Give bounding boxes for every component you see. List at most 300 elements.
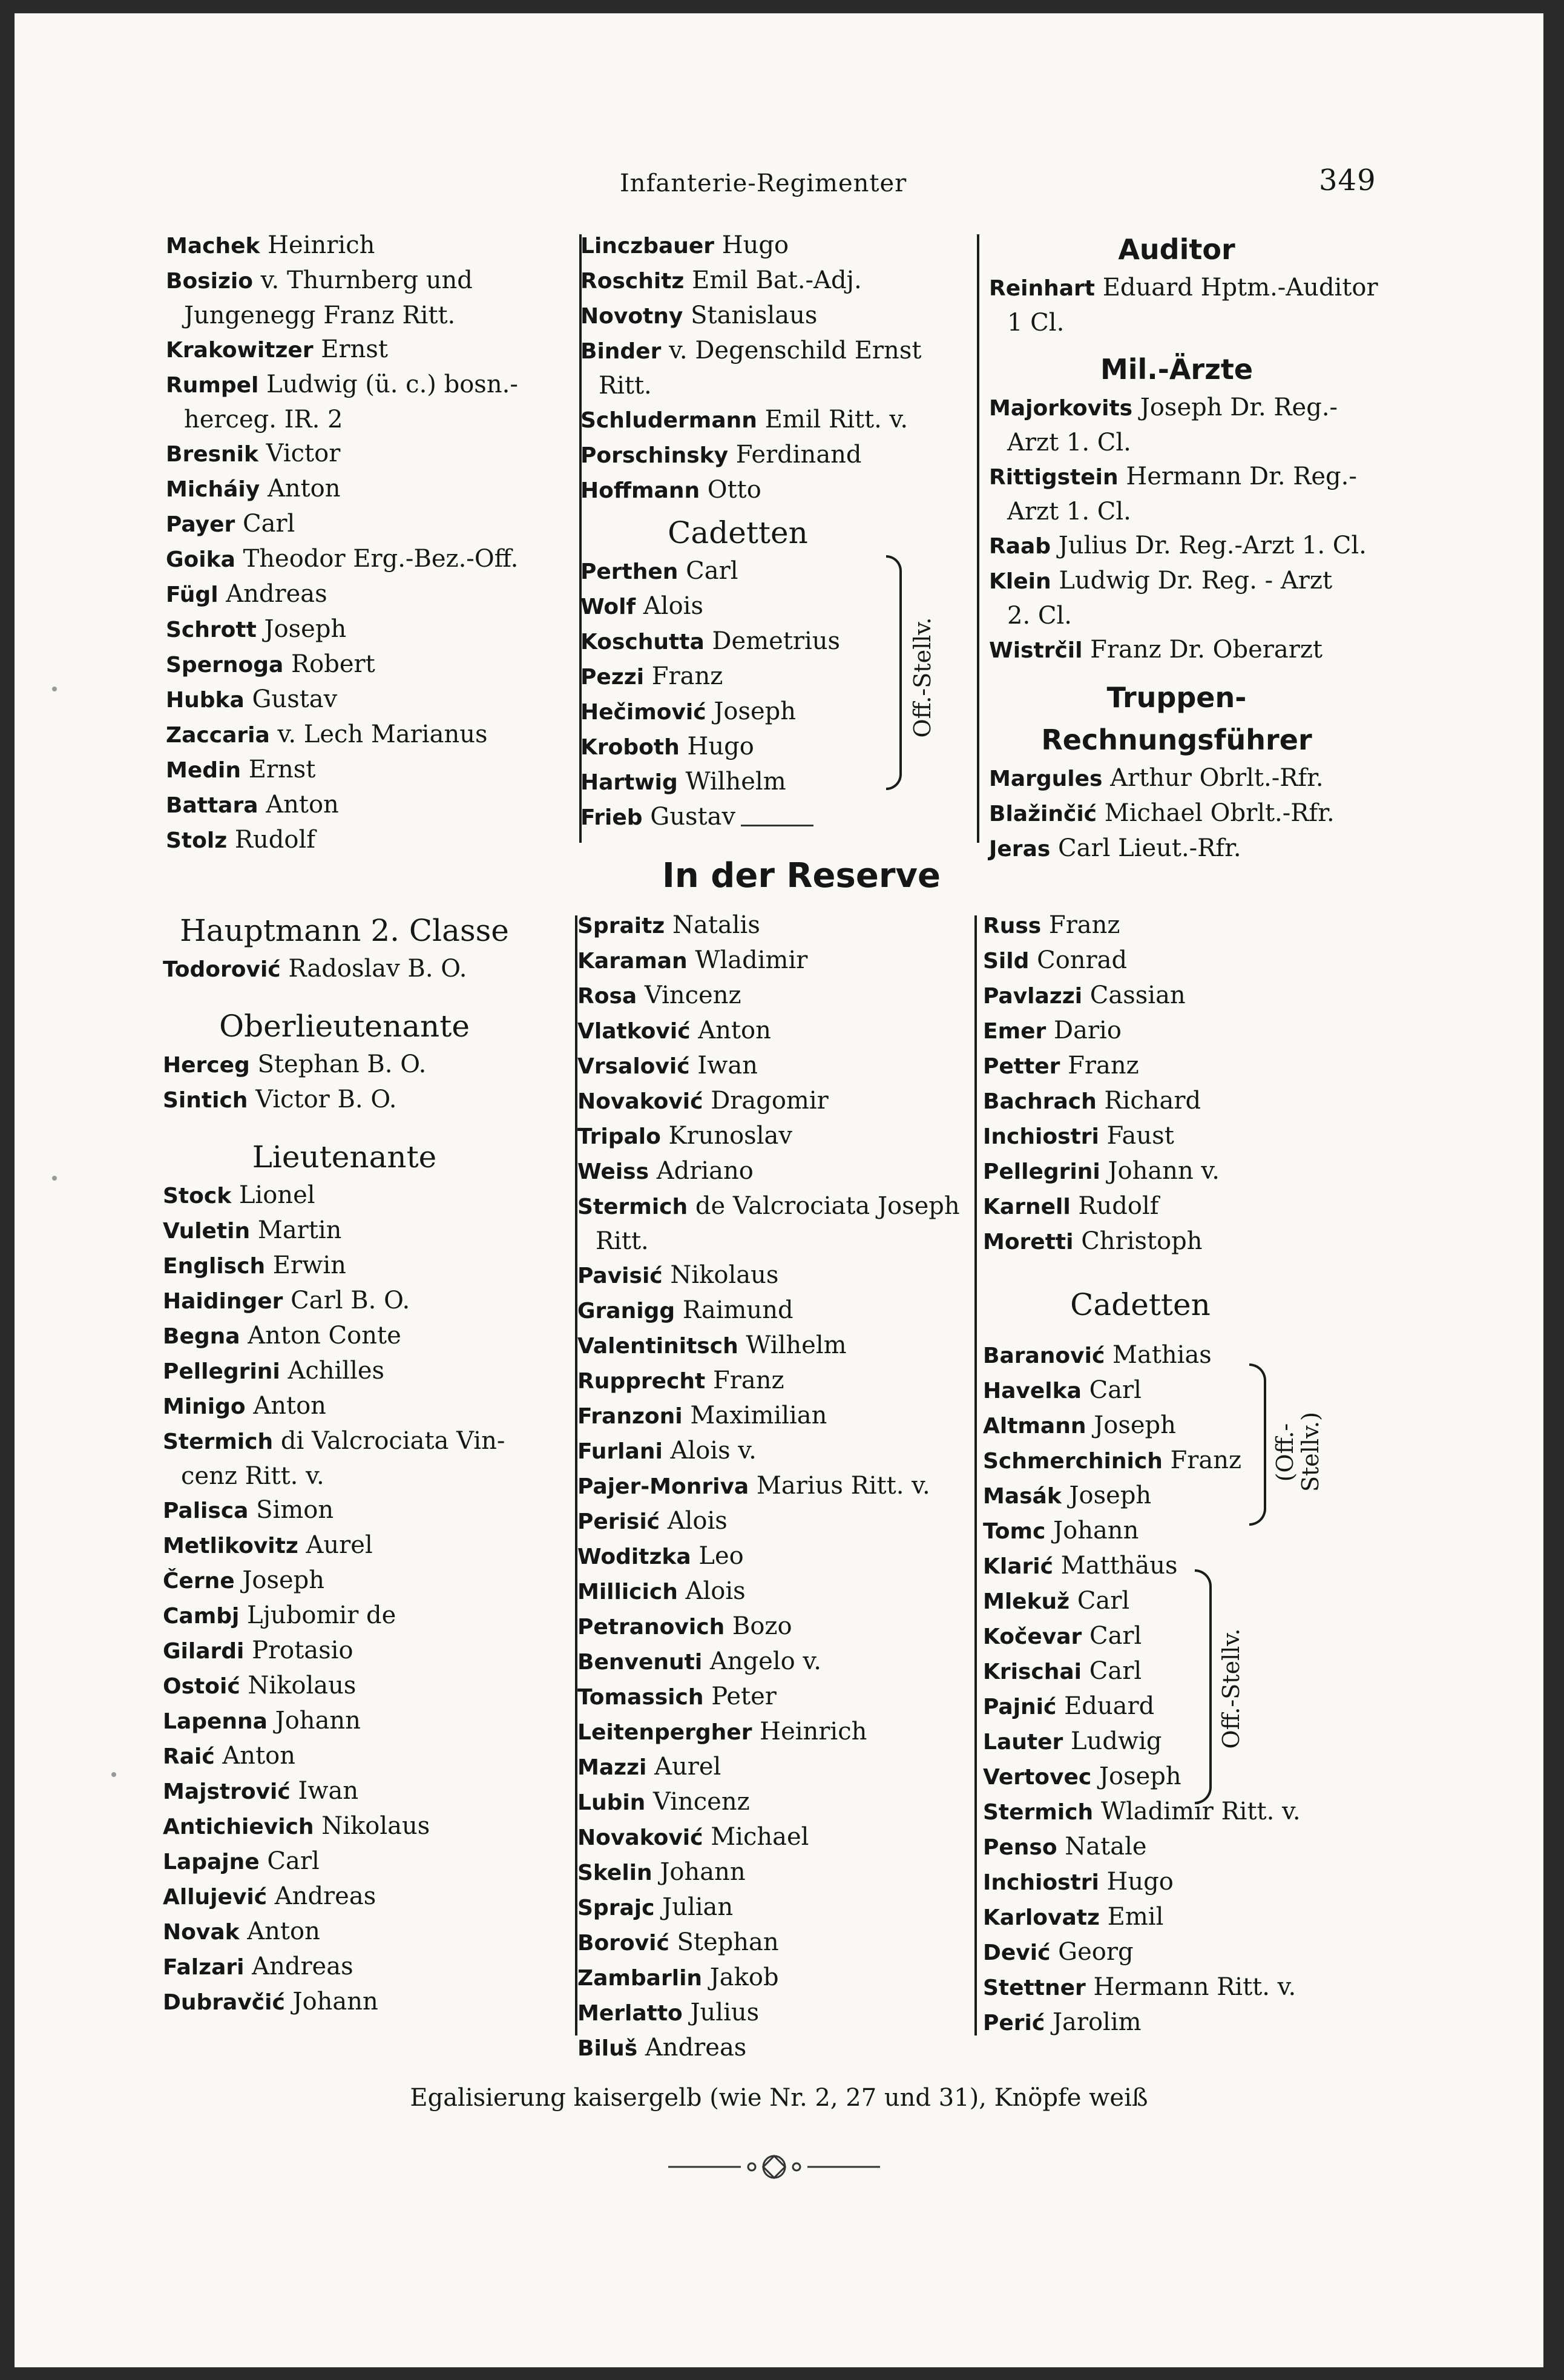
surname: Stermich (163, 1429, 274, 1454)
given-name-and-rank: Johann v. (1100, 1157, 1220, 1185)
given-name-and-rank: de Valcrociata Joseph (688, 1192, 960, 1220)
speck (52, 1176, 57, 1181)
name-entry (580, 263, 968, 298)
surname: Hubka (166, 688, 245, 713)
surname: Sintich (163, 1088, 248, 1113)
given-name-and-rank: Andreas (218, 580, 327, 608)
given-name-and-rank: Joseph (1086, 1411, 1176, 1439)
given-name-and-rank: Carl Lieut.-Rfr. (1050, 834, 1241, 862)
given-name-and-rank: v. Lech Marianus (269, 720, 488, 748)
given-name-and-rank: Carl (259, 1847, 320, 1875)
surname: Novak (163, 1920, 240, 1945)
given-name-and-rank: Andreas (637, 2034, 747, 2062)
name-entry (983, 1408, 1407, 1443)
given-name-and-rank: Cassian (1082, 981, 1186, 1009)
name-entry (163, 1248, 574, 1284)
name-entry (577, 1539, 971, 1574)
surname: Micháiy (166, 477, 260, 502)
entry-continuation-text: Arzt 1. Cl. (1007, 498, 1131, 526)
given-name-and-rank: Franz (644, 662, 723, 690)
name-entry (166, 507, 559, 542)
given-name-and-rank: Hugo (1099, 1868, 1174, 1896)
surname: Lauter (983, 1730, 1063, 1755)
surname: Majorkovits (989, 396, 1133, 421)
given-name-and-rank: Carl B. O. (283, 1287, 410, 1314)
surname: Gilardi (163, 1639, 245, 1664)
surname: Karlovatz (983, 1905, 1100, 1930)
name-entry (983, 1049, 1407, 1084)
given-name-and-rank: Jakob (702, 1963, 779, 1991)
given-name-and-rank: Aurel (646, 1753, 721, 1781)
name-entry (163, 1319, 574, 1354)
name-entry (577, 1084, 971, 1119)
name-entry (163, 1178, 574, 1213)
surname: Frieb (580, 805, 643, 830)
name-entry (163, 1047, 574, 1083)
entry-continuation-text: cenz Ritt. v. (181, 1462, 324, 1490)
name-entry (163, 1809, 574, 1844)
surname: Stettner (983, 1976, 1086, 2000)
reserve-col1 (163, 909, 574, 2020)
surname: Rumpel (166, 373, 259, 398)
hauptmann-heading: Hauptmann 2. Classe (180, 913, 509, 948)
given-name-and-rank: Georg (1050, 1938, 1134, 1966)
surname: Tomc (983, 1519, 1046, 1544)
surname: Stermich (983, 1800, 1094, 1825)
name-entry (577, 1293, 971, 1328)
name-entry (983, 1189, 1407, 1224)
given-name-and-rank: Joseph (234, 1566, 325, 1594)
entry-continuation-text: 1 Cl. (1007, 309, 1065, 337)
brace (1249, 1363, 1266, 1526)
given-name-and-rank: Michael (703, 1823, 809, 1851)
name-entry (163, 1704, 574, 1739)
name-entry (983, 943, 1407, 978)
ornament (668, 2149, 880, 2185)
surname: Pavlazzi (983, 984, 1083, 1009)
surname: Rupprecht (577, 1369, 706, 1394)
surname: Herceg (163, 1053, 250, 1078)
surname: Majstrović (163, 1779, 291, 1804)
surname: Hečimović (580, 700, 706, 725)
page (15, 13, 1543, 2367)
column-rule (977, 234, 979, 843)
surname: Bosizio (166, 269, 253, 294)
given-name-and-rank: Anton (690, 1017, 771, 1044)
surname: Havelka (983, 1379, 1082, 1403)
surname: Russ (983, 914, 1042, 938)
name-entry (577, 1750, 971, 1785)
auditor-heading: Auditor (1118, 233, 1235, 266)
name-entry (577, 1609, 971, 1644)
name-entry (983, 1154, 1407, 1189)
surname: Cambj (163, 1604, 240, 1629)
name-entry (163, 1950, 574, 1985)
given-name-and-rank: Eduard Hptm.-Auditor (1095, 274, 1378, 302)
surname: Weiss (577, 1159, 649, 1184)
name-entry (577, 1363, 971, 1399)
surname: Englisch (163, 1254, 266, 1279)
name-entry (166, 823, 559, 858)
surname: Perisić (577, 1509, 660, 1534)
surname: Machek (166, 234, 260, 259)
name-entry (163, 1985, 574, 2020)
given-name-and-rank: Franz (1041, 911, 1120, 939)
name-entry (163, 1598, 574, 1633)
given-name-and-rank: Anton (214, 1742, 295, 1770)
surname: Rosa (577, 984, 637, 1009)
surname: Dević (983, 1940, 1051, 1965)
reserve-col2 (577, 908, 971, 2066)
name-entry-continuation (577, 1224, 971, 1258)
given-name-and-rank: Natale (1057, 1833, 1147, 1861)
name-entry (577, 1574, 971, 1609)
given-name-and-rank: Wilhelm (738, 1331, 847, 1359)
name-entry (983, 1478, 1407, 1514)
reserve-col3 (983, 908, 1407, 2040)
surname: Vlatković (577, 1019, 691, 1044)
given-name-and-rank: Otto (700, 476, 761, 504)
given-name-and-rank: Franz (705, 1366, 784, 1394)
given-name-and-rank: Ernst (313, 335, 388, 363)
name-entry (577, 1504, 971, 1539)
surname: Spraitz (577, 914, 665, 938)
name-entry (989, 460, 1413, 495)
name-entry (983, 908, 1407, 943)
name-entry (983, 1970, 1407, 2005)
surname: Minigo (163, 1394, 246, 1419)
name-entry (989, 564, 1413, 599)
surname: Jeras (989, 837, 1051, 862)
name-entry (166, 263, 559, 298)
name-entry (163, 1739, 574, 1774)
given-name-and-rank: Anton (260, 475, 341, 503)
name-entry (166, 437, 559, 472)
given-name-and-rank: Emil Bat.-Adj. (684, 266, 862, 294)
surname: Raab (989, 534, 1051, 559)
surname: Furlani (577, 1439, 663, 1464)
given-name-and-rank: Hugo (714, 231, 789, 259)
name-entry (577, 943, 971, 978)
surname: Goika (166, 547, 235, 572)
name-entry (989, 529, 1413, 564)
surname: Kočevar (983, 1624, 1082, 1649)
surname: Fügl (166, 582, 218, 607)
surname: Pellegrini (163, 1359, 280, 1384)
name-entry (577, 1925, 971, 1960)
name-entry (577, 1154, 971, 1189)
name-entry (983, 1865, 1407, 1900)
surname: Medin (166, 758, 241, 783)
given-name-and-rank: Lionel (231, 1181, 315, 1209)
given-name-and-rank: Adriano (649, 1157, 754, 1185)
name-entry (983, 1443, 1407, 1478)
given-name-and-rank: Victor (258, 440, 341, 467)
surname: Karnell (983, 1195, 1071, 1219)
name-entry (577, 1049, 971, 1084)
given-name-and-rank: Erwin (265, 1251, 346, 1279)
name-entry (580, 228, 968, 263)
given-name-and-rank: Anton (245, 1392, 326, 1420)
given-name-and-rank: Raimund (675, 1296, 794, 1324)
off-stellv-label: (Off.- Stellv.) (1272, 1412, 1324, 1492)
name-entry-continuation (580, 369, 968, 403)
name-entry (577, 1014, 971, 1049)
given-name-and-rank: Alois (677, 1577, 746, 1605)
given-name-and-rank: Natalis (665, 911, 760, 939)
surname: Petranovich (577, 1615, 725, 1640)
given-name-and-rank: Johann (652, 1858, 746, 1886)
given-name-and-rank: Carl (678, 557, 738, 585)
surname: Schmerchinich (983, 1449, 1163, 1474)
surname: Bresnik (166, 442, 258, 467)
name-entry (163, 1284, 574, 1319)
surname: Palisca (163, 1498, 249, 1523)
given-name-and-rank: Alois (636, 592, 703, 620)
surname: Metlikovitz (163, 1534, 298, 1558)
name-entry (983, 1514, 1407, 1549)
surname: Lapajne (163, 1850, 260, 1874)
running-header: Infanterie-Regimenter (620, 170, 907, 197)
given-name-and-rank: Dario (1046, 1017, 1122, 1044)
name-entry (166, 717, 559, 753)
given-name-and-rank: Iwan (689, 1052, 758, 1080)
surname: Krischai (983, 1660, 1082, 1684)
entry-continuation-text: herceg. IR. 2 (184, 406, 343, 433)
name-entry-continuation (989, 495, 1413, 529)
name-entry (163, 1354, 574, 1389)
surname: Krakowitzer (166, 338, 314, 363)
given-name-and-rank: Dragomir (703, 1087, 829, 1115)
footer-note: Egalisierung kaisergelb (wie Nr. 2, 27 und 31), Knöpfe weiß (410, 2084, 1148, 2112)
given-name-and-rank: Franz (1060, 1052, 1139, 1080)
surname: Stermich (577, 1195, 688, 1219)
surname: Karaman (577, 949, 688, 974)
given-name-and-rank: di Valcrociata Vin- (273, 1427, 505, 1455)
given-name-and-rank: Stephan (669, 1928, 779, 1956)
name-entry (166, 542, 559, 577)
name-entry (163, 1844, 574, 1879)
surname: Payer (166, 512, 235, 537)
page-number: 349 (1319, 163, 1376, 197)
given-name-and-rank: Ludwig Dr. Reg. - Arzt (1051, 567, 1333, 595)
surname: Pajnić (983, 1695, 1057, 1719)
name-entry (989, 761, 1413, 796)
name-entry (577, 1680, 971, 1715)
given-name-and-rank: Emil (1099, 1903, 1164, 1931)
given-name-and-rank: Franz (1162, 1446, 1242, 1474)
given-name-and-rank: Stanislaus (683, 302, 818, 329)
rechnungsfuehrer-heading: Truppen-Rechnungsführer (1041, 681, 1312, 756)
officer-list-col1 (166, 228, 559, 858)
name-entry (166, 682, 559, 717)
given-name-and-rank: Nikolaus (240, 1672, 356, 1699)
given-name-and-rank: Julian (654, 1893, 734, 1921)
given-name-and-rank: Rudolf (1070, 1192, 1159, 1220)
surname: Sild (983, 949, 1030, 974)
name-entry (983, 1935, 1407, 1970)
given-name-and-rank: Peter (703, 1683, 777, 1710)
name-entry (166, 577, 559, 612)
separator (741, 825, 813, 826)
surname: Zambarlin (577, 1966, 703, 1991)
name-entry (983, 1224, 1407, 1259)
given-name-and-rank: Michael Obrlt.-Rfr. (1097, 799, 1335, 827)
name-entry (577, 1855, 971, 1890)
surname: Skelin (577, 1861, 652, 1885)
given-name-and-rank: Emil Ritt. v. (757, 406, 908, 433)
surname: Kroboth (580, 735, 680, 760)
reserve-heading: In der Reserve (662, 856, 941, 895)
surname: Roschitz (580, 269, 685, 294)
cadetten-heading: Cadetten (668, 515, 808, 550)
surname: Rittigstein (989, 465, 1119, 490)
given-name-and-rank: Mathias (1105, 1341, 1212, 1369)
surname: Inchiostri (983, 1870, 1099, 1895)
surname: Novaković (577, 1089, 703, 1114)
aerzte-heading: Mil.-Ärzte (1100, 353, 1254, 386)
officer-list-col3 (989, 228, 1413, 866)
given-name-and-rank: Nikolaus (662, 1261, 779, 1289)
name-entry (166, 612, 559, 647)
name-entry (166, 368, 559, 403)
given-name-and-rank: Joseph (1061, 1482, 1152, 1509)
surname: Hoffmann (580, 478, 700, 503)
given-name-and-rank: Johann (284, 1988, 378, 2016)
name-entry (163, 1213, 574, 1248)
name-entry (166, 472, 559, 507)
surname: Raić (163, 1744, 215, 1769)
name-entry (983, 1900, 1407, 1935)
name-entry-continuation (989, 426, 1413, 460)
given-name-and-rank: Aurel (298, 1531, 373, 1559)
given-name-and-rank: Joseph (256, 615, 347, 643)
surname: Pellegrini (983, 1159, 1100, 1184)
surname: Inchiostri (983, 1124, 1099, 1149)
surname: Ostoić (163, 1674, 240, 1699)
surname: Vuletin (163, 1219, 251, 1244)
name-entry-continuation (989, 599, 1413, 633)
given-name-and-rank: Radoslav B. O. (280, 955, 467, 983)
name-entry (989, 391, 1413, 426)
given-name-and-rank: Carl (1082, 1622, 1142, 1650)
given-name-and-rank: Ferdinand (728, 441, 862, 469)
given-name-and-rank: Richard (1096, 1087, 1201, 1115)
name-entry (163, 1389, 574, 1424)
surname: Perthen (580, 559, 678, 584)
name-entry (580, 473, 968, 508)
surname: Millicich (577, 1580, 678, 1604)
given-name-and-rank: Johann (1045, 1517, 1139, 1544)
given-name-and-rank: Bozo (724, 1612, 792, 1640)
name-entry (983, 1119, 1407, 1154)
given-name-and-rank: Christoph (1073, 1227, 1203, 1255)
name-entry (983, 978, 1407, 1014)
entry-continuation-text: Ritt. (596, 1227, 649, 1255)
name-entry (163, 1563, 574, 1598)
name-entry (163, 1528, 574, 1563)
surname: Černe (163, 1569, 235, 1594)
name-entry (577, 1469, 971, 1504)
surname: Biluš (577, 2036, 638, 2061)
surname: Bachrach (983, 1089, 1097, 1114)
entry-continuation-text: Jungenegg Franz Ritt. (184, 302, 456, 329)
surname: Vrsalović (577, 1054, 690, 1079)
speck (52, 687, 57, 691)
name-entry (577, 1785, 971, 1820)
given-name-and-rank: Wilhelm (677, 768, 786, 796)
given-name-and-rank: Marius Ritt. v. (749, 1472, 930, 1500)
name-entry (163, 1879, 574, 1914)
name-entry (577, 1189, 971, 1224)
given-name-and-rank: Robert (283, 650, 375, 678)
name-entry (577, 978, 971, 1014)
brace (886, 555, 902, 790)
given-name-and-rank: Krunoslav (660, 1122, 792, 1150)
name-entry (163, 1424, 574, 1459)
name-entry (166, 332, 559, 368)
entry-continuation-text: Arzt 1. Cl. (1007, 429, 1131, 457)
name-entry (163, 1493, 574, 1528)
given-name-and-rank: v. Degenschild Ernst (661, 337, 922, 364)
surname: Vertovec (983, 1765, 1092, 1790)
surname: Antichievich (163, 1815, 314, 1839)
name-entry (983, 1014, 1407, 1049)
surname: Granigg (577, 1299, 675, 1324)
name-entry (580, 298, 968, 334)
given-name-and-rank: Stephan B. O. (249, 1050, 427, 1078)
name-entry (577, 1644, 971, 1680)
surname: Mlekuž (983, 1589, 1070, 1614)
surname: Valentinitsch (577, 1334, 738, 1359)
given-name-and-rank: Johann (267, 1707, 361, 1735)
name-entry (166, 753, 559, 788)
given-name-and-rank: Alois (660, 1507, 728, 1535)
name-entry (166, 228, 559, 263)
surname: Masák (983, 1484, 1062, 1509)
name-entry (166, 788, 559, 823)
given-name-and-rank: Wladimir Ritt. v. (1093, 1798, 1301, 1825)
given-name-and-rank: Ludwig (1063, 1727, 1162, 1755)
column-rule (974, 915, 977, 2036)
name-entry (577, 1890, 971, 1925)
surname: Klein (989, 569, 1051, 594)
name-entry (580, 403, 968, 438)
given-name-and-rank: Conrad (1029, 946, 1128, 974)
officer-list-col2 (580, 228, 968, 835)
given-name-and-rank: Protasio (244, 1637, 353, 1664)
given-name-and-rank: Simon (248, 1496, 334, 1524)
name-entry (163, 1083, 574, 1118)
surname: Franzoni (577, 1404, 683, 1429)
surname: Tripalo (577, 1124, 661, 1149)
name-entry (989, 831, 1413, 866)
given-name-and-rank: Carl (235, 510, 295, 538)
surname: Mazzi (577, 1755, 647, 1780)
surname: Zaccaria (166, 723, 270, 748)
given-name-and-rank: Matthäus (1053, 1552, 1178, 1580)
given-name-and-rank: Carl (1070, 1587, 1130, 1615)
name-entry (580, 438, 968, 473)
name-entry-continuation (166, 298, 559, 332)
off-stellv-label: Off.-Stellv. (909, 617, 936, 738)
surname: Stolz (166, 828, 228, 853)
name-entry-continuation (989, 306, 1413, 340)
name-entry (577, 1820, 971, 1855)
name-entry (989, 796, 1413, 831)
brace (1195, 1569, 1212, 1804)
surname: Klarić (983, 1554, 1053, 1579)
